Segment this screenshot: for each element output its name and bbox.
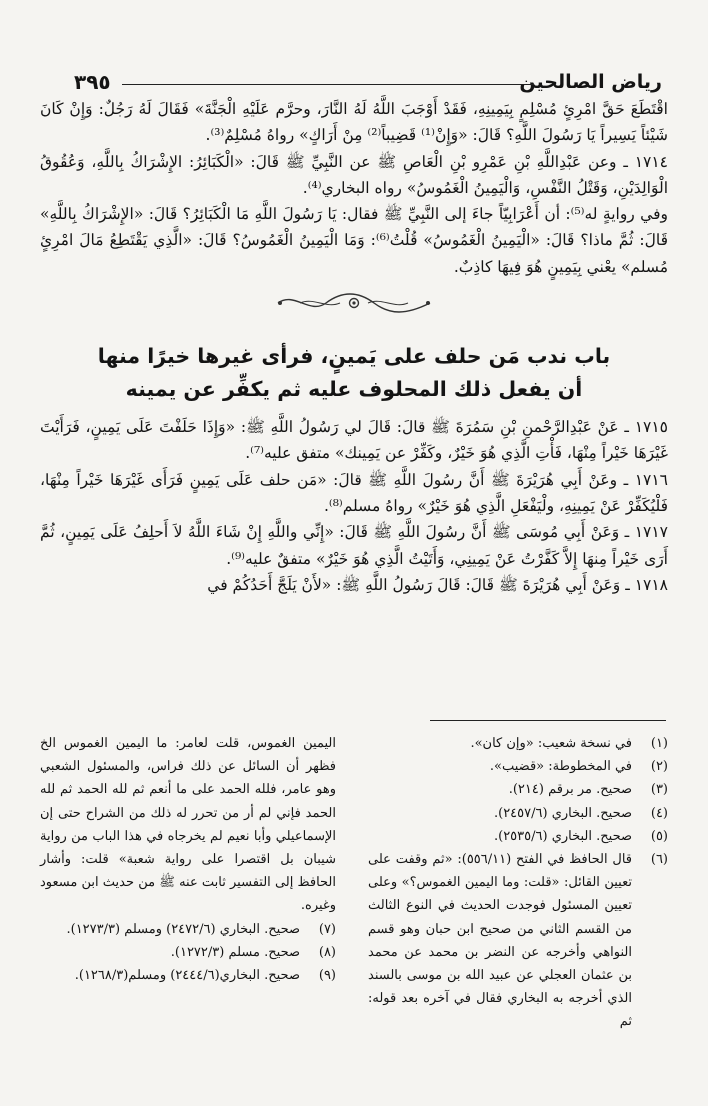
- footnote-text: صحيح. البخاري (٢٤٧٢/٦) ومسلم (١٢٧٣/٣).: [66, 921, 300, 937]
- paragraph: ١٧١٦ ـ وعَنْ أَبِي هُرَيْرَةَ ﷺ أَنَّ رسُولَ اللَّهِ ﷺ قالَ: «مَن حلف عَلَى يَمِينٍ فَرَأَى غَيْرَهَا خَيْراً مِنْهَا، فَلْيُكَفِّرْ عَنْ يَمِينِهِ، ولْيَفْعَلِ الَّذِي هُوَ خَيْرٌ» رواهُ مسلم⁽⁸⁾.: [40, 470, 668, 515]
- footnote-text: صحيح. مر برقم (٢١٤).: [508, 782, 632, 798]
- chapter-heading-line: باب ندب مَن حلف على يَمينٍ، فرأى غيرها خيرًا منها: [97, 344, 611, 369]
- footnote: [368, 802, 668, 825]
- footnote-number: (٨): [318, 944, 336, 960]
- footnote-rule: [430, 720, 666, 721]
- footnote-number: (١): [650, 736, 668, 751]
- chapter-heading-line: أن يفعل ذلك المحلوف عليه ثم يكفِّر عن يمينه: [125, 377, 583, 402]
- paragraph: ١٧١٤ ـ وعن عَبْدِاللَّهِ بْنِ عَمْرِو بْنِ الْعَاصِ ﷺ عن النَّبِيِّ ﷺ قَالَ: «الْكَبَائِرُ: الإِشْرَاكُ بِاللَّهِ، وَعُقُوقُ الْوَالِدَيْنِ، وَقَتْلُ النَّفْسِ، وَالْيَمِينُ الْغَمُوسُ» رواه البخاري⁽⁴⁾.: [40, 152, 668, 197]
- page-number: ٣٩٥: [74, 70, 111, 94]
- footnote-number: (٣): [650, 782, 668, 798]
- paragraph: وفي روايةٍ له⁽⁵⁾: أن أَعْرَابِيّاً جاءَ إلى النَّبِيِّ ﷺ فقال: يَا رَسُولَ اللَّهِ مَا الْكَبَائِرُ؟ قَالَ: «الإِشْرَاكُ بِاللَّهِ» قَالَ: ثُمَّ ماذا؟ قَالَ: «الْيَمِينُ الْغَمُوسُ» قُلْتُ⁽⁶⁾: وَمَا الْيَمِينُ الْغَمُوسُ؟ قَالَ: «الَّذِي يَقْتَطِعُ مَالَ امْرِئٍ مُسلم» يعْني بِيَمِينٍ هُوَ فِيهَا كاذِبٌ.: [40, 205, 668, 276]
- footnote-text: صحيح. مسلم (١٢٧٢/٣).: [170, 944, 300, 960]
- footnote-number: (٤): [650, 805, 668, 821]
- footnotes-left-column: [40, 732, 336, 987]
- book-title: رياض الصالحين: [519, 71, 662, 93]
- footnotes-right-column: [368, 732, 668, 1034]
- paragraph: ١٧١٨ ـ وَعَنْ أَبِي هُرَيْرَةَ ﷺ قَالَ: قَالَ رَسُولُ اللَّهِ ﷺ: «لأَنْ يَلَجَّ أَحَدُكُمْ في: [207, 575, 668, 594]
- paragraph: ١٧١٧ ـ وَعَنْ أَبِي مُوسَى ﷺ أَنَّ رسُولَ اللَّهِ ﷺ قَالَ: «إِنِّي واللَّهِ إِنْ شَاءَ اللَّهُ لاَ أَحلِفُ عَلَى يَمِينٍ، ثُمَّ أَرَى خَيْراً مِنهَا إِلاَّ كَفَّرْتُ عَنْ يَمِينِي، وَأَتَيْتُ الَّذِي هُوَ خَيْرٌ» متفقٌ عليه⁽⁹⁾.: [40, 523, 668, 568]
- footnote-number: (٩): [318, 968, 336, 984]
- footnote-text: قال الحافظ في الفتح (٥٥٦/١١): «ثم وقفت على تعيين القائل: «قلت: وما اليمين الغموس؟» وعلى تعيين المسئول فوجدت الحديث في النوع الثالث من القسم الثاني من صحيح ابن حبان وهو قسم النواهي وأخرجه عن النضر بن محمد عن محمد بن عثمان العجلي عن عبيد الله بن موسى بالسند الذي أخرجه به البخاري فقال في آخره بعد قوله: ثم: [368, 852, 632, 1030]
- footnote-text: صحيح. البخاري (٢٥٣٥/٦).: [493, 828, 632, 844]
- footnote-text: صحيح. البخاري (٢٤٥٧/٦).: [493, 805, 632, 821]
- footnote-text: في نسخة شعيب: «وإن كان».: [470, 736, 632, 751]
- main-text: [40, 96, 668, 598]
- footnote: [368, 755, 668, 778]
- page-header: [74, 70, 662, 94]
- header-rule: [122, 84, 534, 85]
- footnote: [40, 918, 336, 941]
- paragraph: اقْتَطَعَ حَقَّ امْرِئٍ مُسْلِمٍ بِيَمِينِهِ، فَقَدْ أَوْجَبَ اللَّهُ لَهُ النَّارَ، وحرَّم عَلَيْهِ الْجَنَّةَ» فَقَالَ لَهُ رَجُلٌ: وَإِنْ كَانَ شَيْئاً يَسِيراً يَا رَسُولَ اللَّهِ؟ قَالَ: «وَإِنْ⁽¹⁾ قَضِيباً⁽²⁾ مِنْ أَرَاكٍ» رواهُ مُسْلِمٌ⁽³⁾.: [40, 100, 668, 145]
- footnote-number: (٦): [650, 852, 668, 868]
- footnote-number: (٢): [650, 759, 668, 775]
- footnote: [368, 732, 668, 755]
- footnote-text: في المخطوطة: «قضيب».: [489, 759, 632, 775]
- paragraph: ١٧١٥ ـ عَنْ عَبْدِالرَّحْمنِ بْنِ سَمُرَةَ ﷺ قالَ: قَالَ لي رَسُولُ اللَّهِ ﷺ: «وَإِذَا حَلَفْتَ عَلَى يَمِينٍ، فَرَأَيْتَ غَيْرَهَا خَيْراً مِنْهَا، فَأْتِ الَّذِي هُوَ خَيْرٌ، وكَفِّرْ عن يَمِينك» متفق عليه⁽⁷⁾.: [40, 418, 668, 463]
- footnote: [368, 848, 668, 1034]
- ornament-flourish-icon: [274, 288, 434, 318]
- footnote-number: (٥): [650, 828, 668, 844]
- footnote: [40, 941, 336, 964]
- chapter-heading: [40, 340, 668, 406]
- footnote-continuation: اليمين الغموس، قلت لعامر: ما اليمين الغموس الخ فظهر أن السائل عن ذلك فراس، والمسئول الشعبي وهو عامر، فلله الحمد على ما أنعم ثم لله الحمد ثم لله الحمد فإني لم أر من تحرر له ذلك من الشراح حتى إن الإسماعيلي وأبا نعيم لم يخرجاه في هذا الباب من رواية شيبان بل اقتصرا على رواية شعبة» قلت: وأشار الحافظ إلى التفسير ثابت عنه ﷺ من حديث ابن مسعود وغيره.: [40, 736, 336, 914]
- section-ornament: [40, 286, 668, 320]
- footnote: [368, 825, 668, 848]
- footnote: [368, 778, 668, 801]
- footnote-text: صحيح. البخاري(٢٤٤٤/٦) ومسلم(١٢٦٨/٣).: [74, 968, 300, 984]
- footnote: [40, 964, 336, 987]
- footnote-number: (٧): [318, 921, 336, 937]
